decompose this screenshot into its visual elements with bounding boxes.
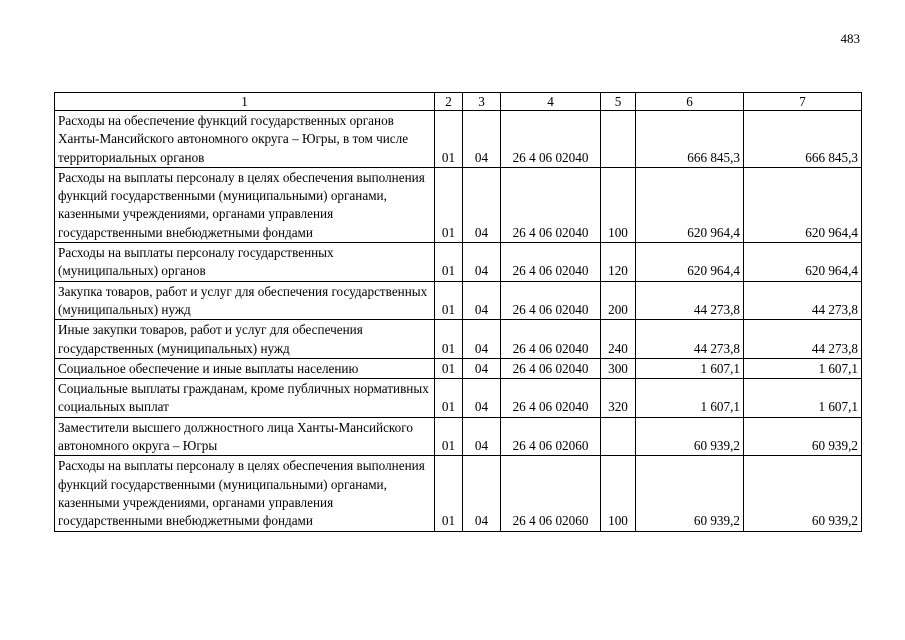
amount-col6: 60 939,2 (636, 417, 744, 456)
target-article-code: 26 4 06 02060 (501, 456, 601, 531)
expense-type-code: 200 (601, 281, 636, 320)
section-code: 01 (435, 456, 463, 531)
section-code: 01 (435, 417, 463, 456)
table-row (55, 111, 862, 168)
column-header: 5 (601, 93, 636, 111)
amount-col7: 1 607,1 (744, 358, 862, 378)
budget-table (54, 92, 862, 532)
page-number: 483 (840, 31, 860, 46)
expense-type-code: 120 (601, 243, 636, 282)
table-row (55, 320, 862, 359)
amount-col7: 620 964,4 (744, 243, 862, 282)
subsection-code: 04 (463, 456, 501, 531)
subsection-code: 04 (463, 358, 501, 378)
section-code: 01 (435, 243, 463, 282)
column-header: 7 (744, 93, 862, 111)
expense-type-code: 100 (601, 167, 636, 242)
expense-type-code (601, 417, 636, 456)
amount-col6: 44 273,8 (636, 320, 744, 359)
amount-col7: 60 939,2 (744, 456, 862, 531)
column-header: 2 (435, 93, 463, 111)
expense-name: Социальные выплаты гражданам, кроме публичных нормативных социальных выплат (55, 379, 435, 418)
expense-name: Расходы на выплаты персоналу в целях обеспечения выполнения функций государственными (муниципальными) органами, казенными учреждениями, органами управления государственными внебюджетными фондами (55, 167, 435, 242)
section-code: 01 (435, 320, 463, 359)
section-code: 01 (435, 167, 463, 242)
column-header: 6 (636, 93, 744, 111)
table-row (55, 456, 862, 531)
expense-type-code: 100 (601, 456, 636, 531)
target-article-code: 26 4 06 02060 (501, 417, 601, 456)
amount-col6: 666 845,3 (636, 111, 744, 168)
expense-name: Расходы на обеспечение функций государственных органов Ханты-Мансийского автономного округа – Югры, в том числе территориальных органов (55, 111, 435, 168)
section-code: 01 (435, 281, 463, 320)
target-article-code: 26 4 06 02040 (501, 358, 601, 378)
amount-col6: 1 607,1 (636, 358, 744, 378)
target-article-code: 26 4 06 02040 (501, 320, 601, 359)
header-row (55, 93, 862, 111)
expense-name: Расходы на выплаты персоналу в целях обеспечения выполнения функций государственными (муниципальными) органами, казенными учреждениями, органами управления государственными внебюджетными фондами (55, 456, 435, 531)
subsection-code: 04 (463, 167, 501, 242)
expense-name: Расходы на выплаты персоналу государственных (муниципальных) органов (55, 243, 435, 282)
amount-col7: 666 845,3 (744, 111, 862, 168)
table-row (55, 243, 862, 282)
expense-name: Иные закупки товаров, работ и услуг для обеспечения государственных (муниципальных) нужд (55, 320, 435, 359)
amount-col6: 60 939,2 (636, 456, 744, 531)
subsection-code: 04 (463, 281, 501, 320)
expense-type-code (601, 111, 636, 168)
table-row (55, 358, 862, 378)
section-code: 01 (435, 379, 463, 418)
expense-type-code: 320 (601, 379, 636, 418)
table-row (55, 167, 862, 242)
column-header: 4 (501, 93, 601, 111)
amount-col7: 1 607,1 (744, 379, 862, 418)
subsection-code: 04 (463, 417, 501, 456)
expense-name: Социальное обеспечение и иные выплаты населению (55, 358, 435, 378)
target-article-code: 26 4 06 02040 (501, 379, 601, 418)
subsection-code: 04 (463, 243, 501, 282)
amount-col6: 620 964,4 (636, 243, 744, 282)
column-header: 3 (463, 93, 501, 111)
section-code: 01 (435, 358, 463, 378)
target-article-code: 26 4 06 02040 (501, 281, 601, 320)
amount-col7: 44 273,8 (744, 320, 862, 359)
table-row (55, 379, 862, 418)
section-code: 01 (435, 111, 463, 168)
expense-name: Закупка товаров, работ и услуг для обеспечения государственных (муниципальных) нужд (55, 281, 435, 320)
amount-col7: 60 939,2 (744, 417, 862, 456)
expense-type-code: 240 (601, 320, 636, 359)
target-article-code: 26 4 06 02040 (501, 243, 601, 282)
expense-name: Заместители высшего должностного лица Ханты-Мансийского автономного округа – Югры (55, 417, 435, 456)
amount-col7: 44 273,8 (744, 281, 862, 320)
subsection-code: 04 (463, 320, 501, 359)
target-article-code: 26 4 06 02040 (501, 111, 601, 168)
amount-col6: 620 964,4 (636, 167, 744, 242)
expense-type-code: 300 (601, 358, 636, 378)
amount-col6: 44 273,8 (636, 281, 744, 320)
target-article-code: 26 4 06 02040 (501, 167, 601, 242)
column-header: 1 (55, 93, 435, 111)
subsection-code: 04 (463, 111, 501, 168)
amount-col6: 1 607,1 (636, 379, 744, 418)
subsection-code: 04 (463, 379, 501, 418)
table-row (55, 417, 862, 456)
table-row (55, 281, 862, 320)
amount-col7: 620 964,4 (744, 167, 862, 242)
